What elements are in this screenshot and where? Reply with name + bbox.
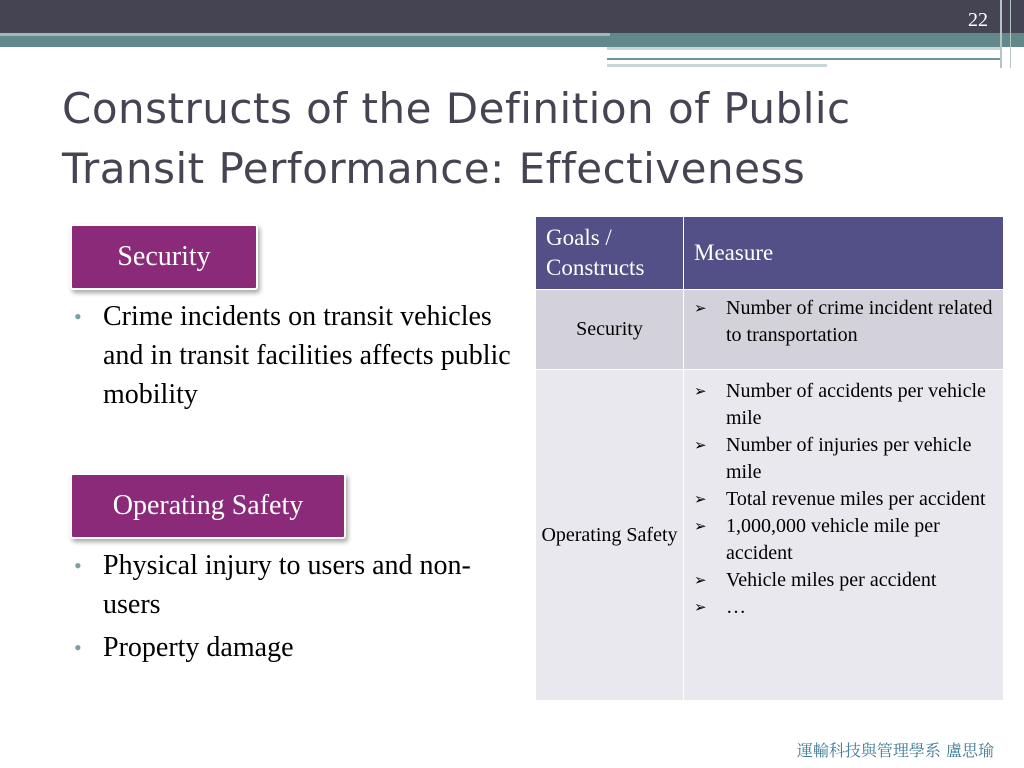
decor-line	[607, 47, 1002, 50]
decor-line	[607, 64, 827, 67]
measure-item	[694, 486, 997, 513]
measure-item	[694, 432, 997, 486]
arrow-bullet-icon: ➢	[694, 299, 707, 317]
measure-text: …	[726, 596, 746, 618]
decor-vertical-line	[1010, 0, 1011, 68]
measure-list	[684, 290, 1003, 349]
security-bullet-list	[74, 297, 514, 418]
arrow-bullet-icon: ➢	[694, 490, 707, 508]
measure-text: Number of crime incident related to transportation	[726, 297, 993, 346]
measure-text: 1,000,000 vehicle mile per accident	[726, 515, 940, 564]
security-label: Security	[70, 224, 258, 290]
header-measure: Measure	[684, 217, 1004, 290]
goal-cell: Security	[536, 290, 684, 370]
footer-credit: 運輸科技與管理學系 盧思瑜	[796, 741, 994, 760]
measure-text: Number of injuries per vehicle mile	[726, 434, 972, 483]
goal-cell: Operating Safety	[536, 370, 684, 701]
bullet-item	[74, 297, 514, 414]
bullet-text: Physical injury to users and non-users	[103, 550, 471, 620]
measure-text: Total revenue miles per accident	[726, 488, 986, 510]
measure-cell	[684, 290, 1004, 370]
operating-safety-label: Operating Safety	[70, 473, 346, 539]
measure-item	[694, 567, 997, 594]
arrow-bullet-icon: ➢	[694, 598, 707, 616]
measure-text: Vehicle miles per accident	[726, 569, 937, 591]
measure-item	[694, 295, 997, 349]
header-goals: Goals / Constructs	[536, 217, 684, 290]
bullet-icon: •	[74, 635, 82, 660]
arrow-bullet-icon: ➢	[694, 382, 707, 400]
teal-highlight	[0, 33, 610, 36]
decor-line	[607, 58, 1002, 60]
arrow-bullet-icon: ➢	[694, 517, 707, 535]
slide-number: 22	[968, 9, 988, 31]
measure-cell	[684, 370, 1004, 701]
bullet-icon: •	[74, 304, 82, 329]
measure-item	[694, 513, 997, 567]
measure-item	[694, 378, 997, 432]
bullet-text: Crime incidents on transit vehicles and in transit facilities affects public mobility	[103, 301, 511, 410]
safety-bullet-list	[74, 546, 524, 671]
arrow-bullet-icon: ➢	[694, 436, 707, 454]
measures-table	[535, 216, 1004, 701]
bullet-item	[74, 546, 524, 624]
table-row	[536, 370, 1004, 701]
measure-list	[684, 370, 1003, 621]
measure-item	[694, 594, 997, 621]
slide-title: Constructs of the Definition of Public Transit Performance: Effectiveness	[62, 84, 851, 193]
bullet-text: Property damage	[103, 632, 294, 663]
table-row	[536, 290, 1004, 370]
decor-vertical-line	[1000, 0, 1002, 68]
bullet-icon: •	[74, 553, 82, 578]
measure-text: Number of accidents per vehicle mile	[726, 380, 986, 429]
bullet-item	[74, 628, 524, 667]
table-header-row	[536, 217, 1004, 290]
arrow-bullet-icon: ➢	[694, 571, 707, 589]
header-band	[0, 0, 1024, 33]
